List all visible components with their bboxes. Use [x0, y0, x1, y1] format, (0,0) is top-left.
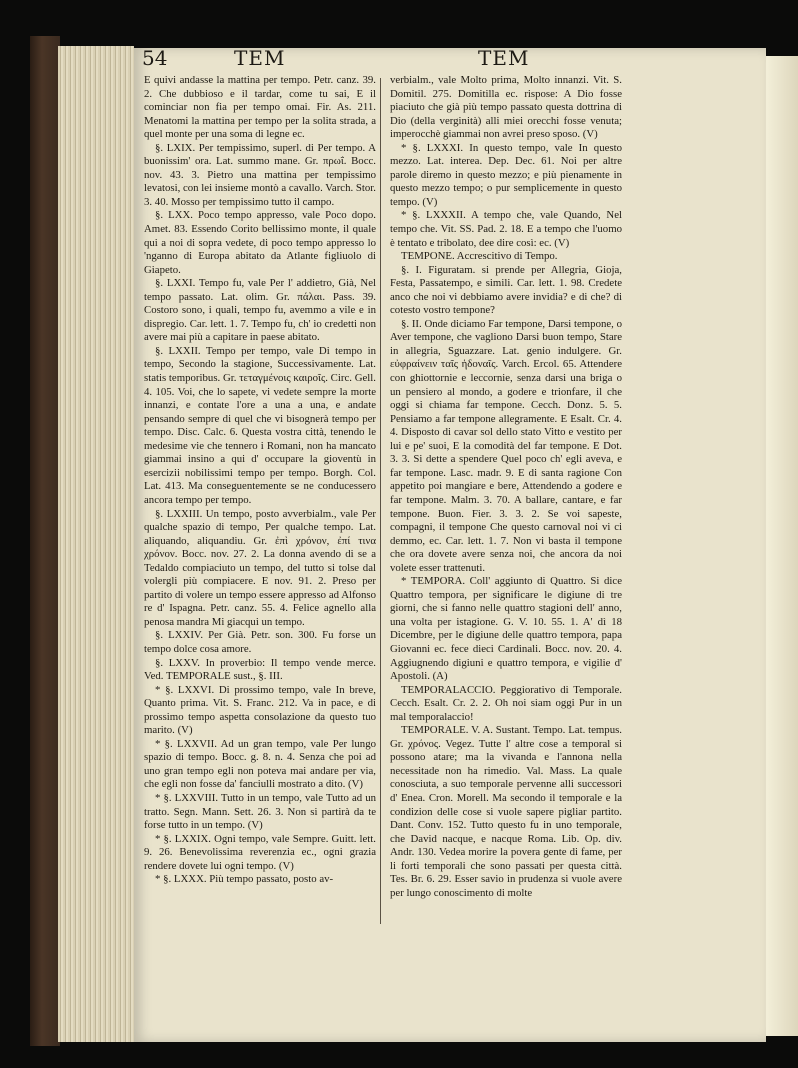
entry-paragraph: TEMPONE. Accrescitivo di Tempo.: [401, 250, 558, 263]
entry-paragraph: * §. LXXVII. Ad un gran tempo, vale Per lungo spazio di tempo. Bocc. g. 8. n. 4. Senza che poi ad uno gran tempo egli non poteva mai andare per via, che egli non fosse da' fanciulli mostrato a dito. (V): [144, 737, 376, 791]
running-head-right: TEM: [478, 46, 530, 70]
page-edges: [58, 46, 134, 1042]
entry-paragraph: E quivi andasse la mattina per tempo. Petr. canz. 39. 2. Che dubbioso e il tardar, come tu sai, E il cominciar non fia per tempo omai. Fir. As. 211. Menatomi la mattina per tempo per la solita strada, a quel monte per una soma di legne ec.: [144, 74, 376, 141]
book-binding: [30, 36, 60, 1046]
entry-paragraph: §. I. Figuratam. si prende per Allegria, Gioja, Festa, Passatempo, e simili. Car. lett. 1. 98. Credete anco che noi vi debbiamo avere invidia? e di che? di cotesto vostro tempone?: [390, 263, 622, 317]
entry-paragraph: §. LXX. Poco tempo appresso, vale Poco dopo. Amet. 83. Essendo Corito bellissimo monte, il quale qui a noi di sopra vedete, di poco tempo appresso lo 'nganno di Europa abitato da Atlante figliuolo di Giapeto.: [144, 209, 376, 276]
entry-paragraph: * §. LXXVIII. Tutto in un tempo, vale Tutto ad un tratto. Segn. Mann. Sett. 26. 3. Non si partirà da te forse tutto in un tempo. (V): [144, 791, 376, 832]
entry-paragraph: §. LXXII. Tempo per tempo, vale Di tempo in tempo, Secondo la stagione, Successivamente. Lat. statis temporibus. Gr. τεταγμένοις καιροῖς. Circ. Gell. 4. 105. Voi, che lo sapete, vi vedete sempre la morte innanzi, e contate l'ore a una a una, e andate pensando sempre di quel che vi bisognerà tempo per tempo. Disc. Calc. 6. Questa vostra città, tenendo le medesime vie che tennero i Romani, non ha mancato giammai insino a qui d' occupare la gioventù in esercizii nobilissimi tempo per tempo. Borgh. Col. Lat. 413. Ma conseguentemente se ne conducessero ancora tempo per tempo.: [144, 344, 376, 506]
entry-paragraph: §. LXIX. Per tempissimo, superl. di Per tempo. A buonissim' ora. Lat. summo mane. Gr. πρωΐ. Bocc. nov. 43. 3. Pietro una mattina per tempissimo levatosi, con lei insieme montò a cavallo. Varch. Stor. 3. 40. Mosso per tempissimo tutto il campo.: [144, 141, 376, 208]
entry-paragraph: * TEMPORA. Coll' aggiunto di Quattro. Si dice Quattro tempora, per significare le digiune di tre giorni, che si fanno nelle quattro stagioni dell' anno, una volta per istagione. G. V. 10. 55. 1. A' dì 18 Dicembre, per le digiune delle quattro tempora, papa Giovanni ec. fece dieci Cardinali. Bocc. nov. 20. 4. Aggiugnendo digiuni e quattro tempora, e vigilie d' Apostoli. (A): [390, 575, 622, 683]
running-head-left: TEM: [234, 46, 286, 70]
entry-paragraph: §. II. Onde diciamo Far tempone, Darsi tempone, o Aver tempone, che vagliono Darsi buon tempo, Stare in allegria, Sguazzare. Lat. genio indulgere. Gr. εὐφραίνειν ταῖς ἡδοναῖς. Varch. Ercol. 65. Attendere con ghiottornie e leccornie, senza darsi una briga o un pensiero al mondo, a godere e trionfare, il che oggi si chiama far tempone. Cecch. Donz. 5. 5. Pensiamo a far tempone allegramente. E Esalt. Cr. 4. 4. Disposto di cavar sol dello stato Vitto e vestito per lui e pe' suoi, E la comodità del far tempone. E Dot. 3. 3. Si dette a spendere Quel poco ch' egli aveva, e far tempone. Lasc. madr. 9. E di santa ragione Con appetito poi mangiare e bere, Attendendo a godere e far tempone. Malm. 3. 70. A ballare, cantare, e far tempone. Buon. Fier. 3. 3. 2. Se voi sapeste, compagni, il tempone Che questo carnoval noi vi ci demmo, ec. Car. lett. 1. 7. Non vi basta il tempone che ora dovete avere senza noi, che ancora da noi volete esser trattenuti.: [390, 317, 622, 574]
entry-paragraph: verbialm., vale Molto prima, Molto innanzi. Vit. S. Domitil. 275. Domitilla ec. rispose: A Dio fosse piaciuto che già più tempo passato questa dottrina di Dio (della verginità) alli miei orecchi fosse venuta; imperocchè giammai non avrei preso sposo. (V): [390, 74, 622, 141]
entry-paragraph: §. LXXIV. Per Già. Petr. son. 300. Fu forse un tempo dolce cosa amore.: [144, 629, 376, 655]
entry-paragraph: * §. LXXXI. In questo tempo, vale In questo mezzo. Lat. interea. Dep. Dec. 61. Noi per altre parole diremo in questo mezzo; e più pienamente in questo mezzo tempo; o pur semplicemente in questo tempo. (V): [390, 141, 622, 208]
right-column: [390, 74, 622, 924]
left-column: [144, 74, 376, 924]
entry-paragraph: §. LXXV. In proverbio: Il tempo vende merce. Ved. TEMPORALE sust., §. III.: [144, 656, 376, 683]
entry-paragraph: * §. LXXX. Più tempo passato, posto av-: [155, 873, 334, 886]
facing-page-edge: [766, 56, 798, 1036]
entry-paragraph: * §. LXXXII. A tempo che, vale Quando, Nel tempo che. Vit. SS. Pad. 2. 18. E a tempo che l'uomo è tentato e tribolato, dee dire così: ec. (V): [390, 209, 622, 249]
entry-paragraph: TEMPORALE. V. A. Sustant. Tempo. Lat. tempus. Gr. χρόνος. Vegez. Tutte l' altre cose a temporal si possono atare; ma la vivanda e l'annona nella necessitade non ha rimedio. Val. Mass. La quale conosciuta, a suo temporale pervenne alli successori d' Enea. Cron. Morell. Ma secondo il temporale e la condizion delle cose si vuole sapere pigliar partito. Dant. Conv. 152. Tutto questo fu in uno temporale, che David nacque, e nacque Roma. Lib. Op. div. Andr. 130. Vedea morire la povera gente di fame, per li forti temporali che sono passati per questa città. Tes. Br. 6. 29. Esser savio in prudenza si vuole avere per lungo conoscimento di molte: [390, 724, 622, 899]
entry-paragraph: * §. LXXIX. Ogni tempo, vale Sempre. Guitt. lett. 9. 26. Benevolissima reverenzia ec., ogni grazia rendere dovete lui ogni tempo. (V): [144, 832, 376, 872]
entry-paragraph: §. LXXIII. Un tempo, posto avverbialm., vale Per qualche spazio di tempo, Per qualche tempo. Lat. aliquando, aliquandiu. Gr. ἐπὶ χρόνον, ἐπί τινα χρόνον. Bocc. nov. 27. 2. La donna avendo di se a Tedaldo compiaciuto un tempo, del tutto si tolse dal volergli più compiacere. E nov. 91. 2. Preso per partito di volere un tempo essere appresso ad Alfonso re d' Ispagna. Petr. canz. 55. 4. Felice agnello alla penosa mandra Mi giacqui un tempo.: [144, 507, 376, 628]
column-divider: [380, 78, 381, 924]
entry-paragraph: §. LXXI. Tempo fu, vale Per l' addietro, Già, Nel tempo passato. Lat. olim. Gr. πάλαι. Pass. 39. Costoro sono, i quali, tempo fu, avemmo a vile e in dispregio. Car. lett. 1. 7. Tempo fu, ch' io credetti non avere mai più a capitare in paese abitato.: [144, 277, 376, 344]
page-number: 54: [142, 46, 168, 70]
entry-paragraph: TEMPORALACCIO. Peggiorativo di Temporale. Cecch. Esalt. Cr. 2. 2. Oh noi siam oggi Pur in un mal temporalaccio!: [390, 683, 622, 723]
entry-paragraph: * §. LXXVI. Di prossimo tempo, vale In breve, Quanto prima. Vit. S. Franc. 212. Va in pace, e di prossimo tempo aspetta consolazione da questo tuo marito. (V): [144, 683, 376, 737]
